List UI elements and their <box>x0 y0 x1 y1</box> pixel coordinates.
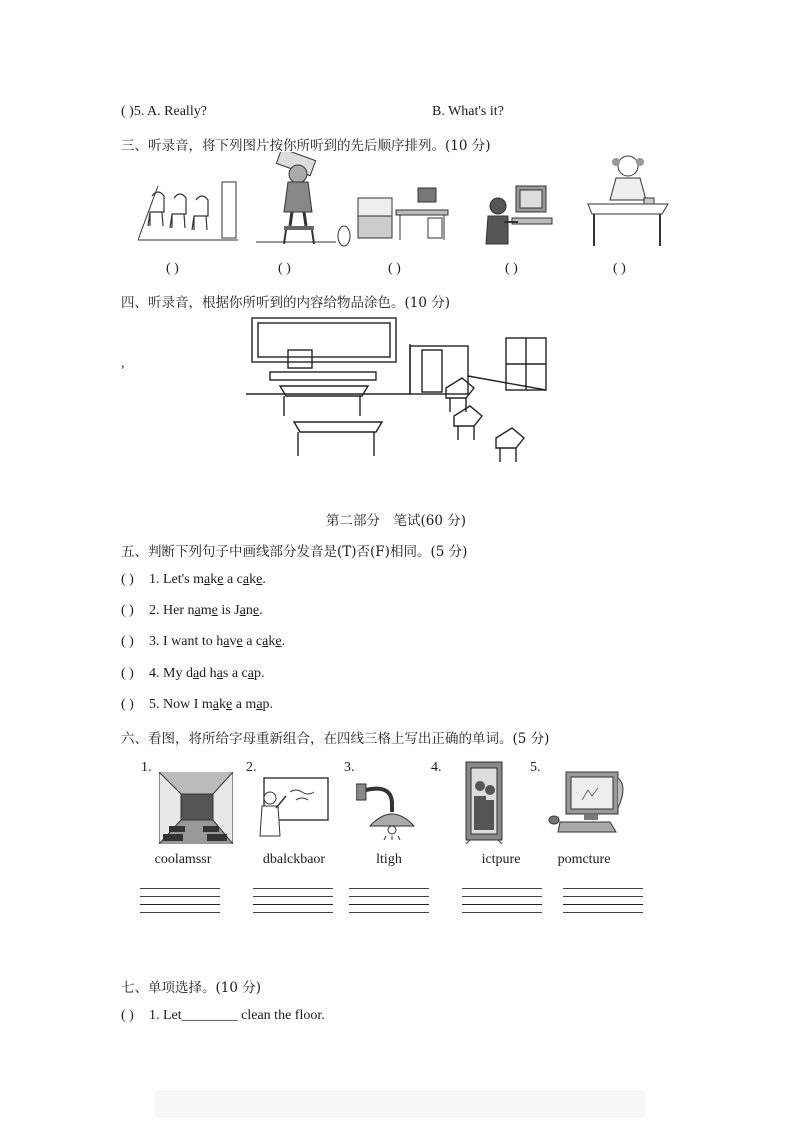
computer-image <box>548 770 628 836</box>
picture-frame-image <box>464 760 504 844</box>
question-line <box>121 104 207 120</box>
writing-lines[interactable] <box>253 888 333 920</box>
item-number: 4. <box>431 760 442 775</box>
answer-paren-3[interactable]: ( ) <box>388 261 401 276</box>
answer-paren[interactable]: ( ) <box>121 697 134 712</box>
answer-paren-4[interactable]: ( ) <box>505 261 518 276</box>
stray-comma: , <box>121 356 125 371</box>
writing-lines[interactable] <box>563 888 643 920</box>
writing-lines[interactable] <box>462 888 542 920</box>
answer-paren[interactable]: ( ) <box>121 1008 134 1023</box>
section-3-title: 三、听录音，将下列图片按你所听到的先后顺序排列。(10 分) <box>121 138 491 154</box>
classroom-image <box>159 772 233 844</box>
question-item <box>121 1008 325 1024</box>
question-item: ( ) 5. Now I make a map. <box>121 697 274 712</box>
scrambled-word: pomcture <box>557 852 611 867</box>
question-item: ( ) 1. Let's make a cake. <box>121 572 266 587</box>
part-2-title: 第二部分 笔试(60 分) <box>326 513 467 529</box>
section-5-title: 五、判断下列句子中画线部分发音是(T)否(F)相同。(5 分) <box>121 544 468 560</box>
item-number: 1. <box>141 760 152 775</box>
question-text: 5. A. Really? <box>133 104 207 119</box>
writing-lines[interactable] <box>349 888 429 920</box>
girl-cleaning-table-picture <box>586 154 670 250</box>
item-number: 2. <box>246 760 257 775</box>
scrambled-word: ictpure <box>481 852 521 867</box>
section-7-title: 七、单项选择。(10 分) <box>121 980 262 996</box>
answer-paren[interactable]: ( ) <box>121 634 134 649</box>
chairs-picture <box>138 178 243 250</box>
child-at-computer-picture <box>484 184 562 248</box>
question-item: ( ) 2. Her name is Jane. <box>121 603 263 618</box>
classroom-picture <box>246 316 554 464</box>
question-item: ( ) 3. I want to have a cake. <box>121 634 286 649</box>
answer-paren: ( ) <box>121 104 134 119</box>
item-number: 5. <box>530 760 541 775</box>
answer-paren-1[interactable]: ( ) <box>166 261 179 276</box>
item-number: 3. <box>344 760 355 775</box>
answer-paren-2[interactable]: ( ) <box>278 261 291 276</box>
section-4-title: 四、听录音，根据你所听到的内容给物品涂色。(10 分) <box>121 295 451 311</box>
scrambled-word: coolamssr <box>154 852 212 867</box>
section-6-title: 六、看图，将所给字母重新组合，在四线三格上写出正确的单词。(5 分) <box>121 731 550 747</box>
lamp-image <box>356 774 418 840</box>
child-on-stool-picture <box>256 152 351 250</box>
faint-footer-area <box>155 1090 645 1118</box>
answer-paren[interactable]: ( ) <box>121 603 134 618</box>
question-text: 1. Let________ clean the floor. <box>149 1008 325 1023</box>
option-b: B. What's it? <box>432 104 504 119</box>
scrambled-word: ltigh <box>376 852 402 867</box>
blackboard-image <box>256 774 330 844</box>
answer-paren[interactable]: ( ) <box>121 572 134 587</box>
writing-lines[interactable] <box>140 888 220 920</box>
scrambled-word: dbalckbaor <box>262 852 326 867</box>
question-item: ( ) 4. My dad has a cap. <box>121 666 265 681</box>
answer-paren[interactable]: ( ) <box>121 666 134 681</box>
bedroom-desk-picture <box>356 184 452 244</box>
answer-paren-5[interactable]: ( ) <box>613 261 626 276</box>
